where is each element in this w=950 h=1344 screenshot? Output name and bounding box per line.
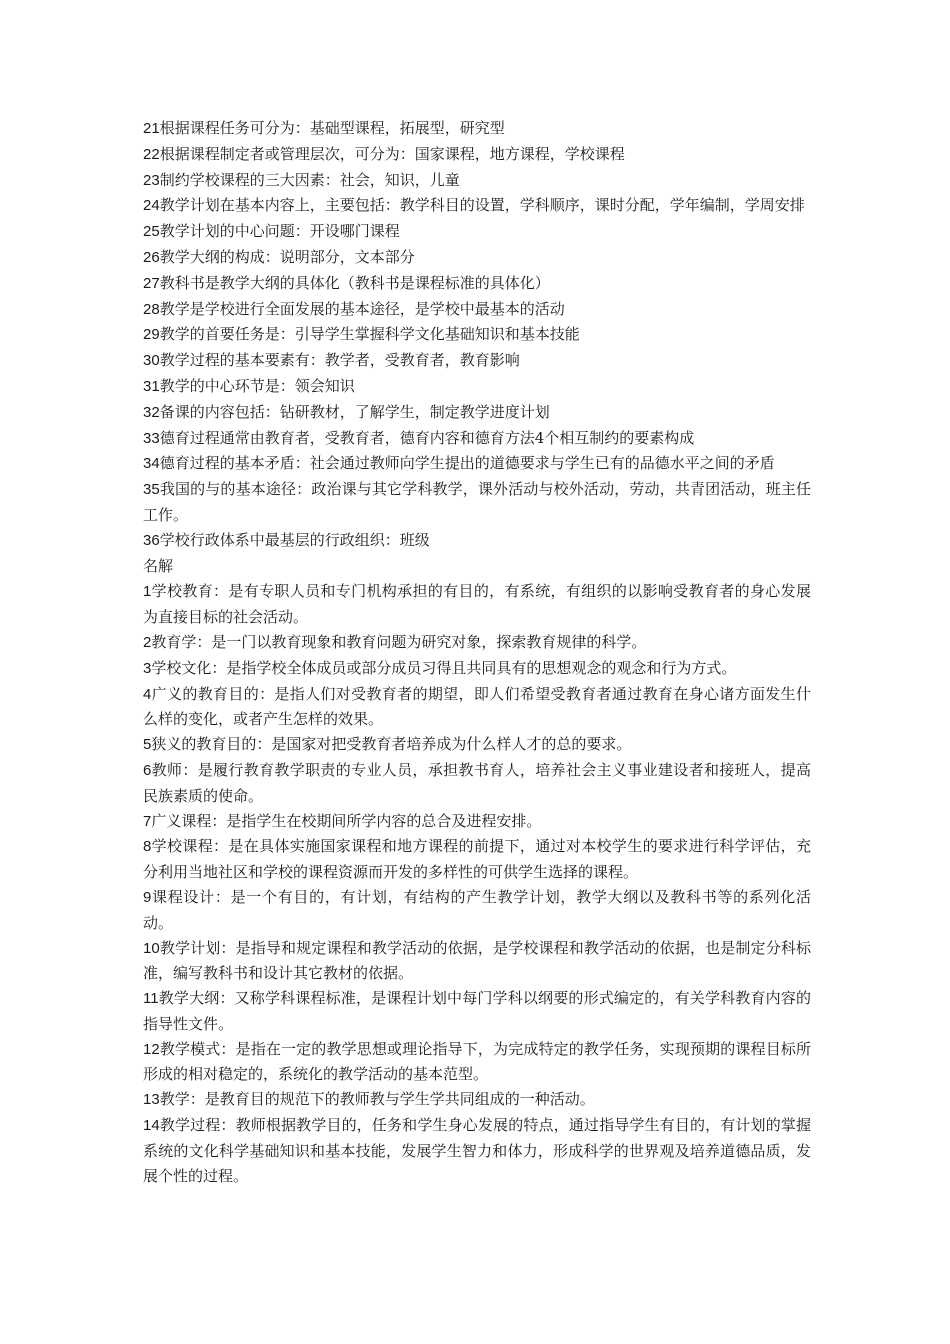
item-text: 广义的教育目的：是指人们对受教育者的期望，即人们希望受教育者通过教育在身心诸方面发生什么样的变化，或者产生怎样的效果。 [143,684,811,729]
text-line [143,400,811,426]
item-text: 学校行政体系中最基层的行政组织：班级 [159,530,430,549]
text-line [143,732,811,758]
item-number: 25 [143,223,160,241]
item-number: 2 [143,633,152,651]
item-text: 教育学：是一门以教育现象和教育问题为研究对象，探索教育规律的科学。 [151,632,647,651]
text-line [143,758,811,809]
item-text: 狭义的教育目的：是国家对把受教育者培养成为什么样人才的总的要求。 [151,735,632,754]
item-text: 教学过程的基本要素有：教学者，受教育者，教育影响 [159,351,520,370]
text-line [143,1113,811,1188]
item-number: 8 [143,838,152,856]
item-text: 教学是学校进行全面发展的基本途径，是学校中最基本的活动 [159,299,565,318]
item-number: 10 [143,939,160,957]
item-number: 9 [143,888,152,906]
item-number: 12 [143,1040,160,1058]
item-text: 教学模式：是指在一定的教学思想或理论指导下，为完成特定的教学任务，实现预期的课程目标所形成的相对稳定的，系统化的教学活动的基本范型。 [143,1039,811,1084]
item-text: 教学过程：教师根据教学目的，任务和学生身心发展的特点，通过指导学生有目的，有计划的掌握系统的文化科学基础知识和基本技能，发展学生智力和体力，形成科学的世界观及培养道德品质，发展个性的过程。 [143,1116,811,1185]
item-number: 3 [143,659,152,677]
item-number: 5 [143,736,152,754]
item-number: 35 [143,481,160,499]
item-number: 11 [143,990,159,1008]
item-number: 26 [143,248,160,266]
item-text: 根据课程制定者或管理层次，可分为：国家课程，地方课程，学校课程 [159,144,625,163]
item-number: 23 [143,171,160,189]
text-line [143,348,811,374]
text-line [143,809,811,835]
text-line [143,477,811,528]
item-number: 34 [143,455,160,473]
text-line [143,656,811,682]
text-line [143,374,811,400]
item-text: 学校教育：是有专职人员和专门机构承担的有目的，有系统，有组织的以影响受教育者的身心发展为直接目标的社会活动。 [143,582,811,627]
item-number: 13 [143,1091,160,1109]
item-text: 教学的首要任务是：引导学生掌握科学文化基础知识和基本技能 [159,325,580,344]
text-line [143,451,811,477]
text-line [143,630,811,656]
item-number: 7 [143,812,152,830]
item-number: 22 [143,145,160,163]
text-line [143,682,811,733]
text-line [143,986,811,1037]
item-text: 教学的中心环节是：领会知识 [159,376,355,395]
item-number: 14 [143,1117,160,1135]
item-text: 我国的与的基本途径：政治课与其它学科教学，课外活动与校外活动，劳动，共青团活动，班主任工作。 [143,480,811,524]
text-line [143,1037,811,1088]
document-body [143,116,811,1188]
item-text: 教学计划：是指导和规定课程和教学活动的依据，是学校课程和教学活动的依据，也是制定分科标准，编写教科书和设计其它教材的依据。 [143,938,811,983]
text-line [143,142,811,168]
item-number: 27 [143,274,160,292]
item-text: 德育过程通常由教育者，受教育者，德育内容和德育方法4个相互制约的要素构成 [159,428,695,447]
text-line [143,1087,811,1113]
text-line [143,271,811,297]
item-number: 32 [143,403,160,421]
item-number: 6 [143,761,152,779]
text-line [143,193,811,219]
item-text: 学校课程：是在具体实施国家课程和地方课程的前提下，通过对本校学生的要求进行科学评估，充分利用当地社区和学校的课程资源而开发的多样性的可供学生选择的课程。 [143,837,811,882]
item-text: 教学计划的中心问题：开设哪门课程 [159,222,400,241]
item-number: 21 [143,120,160,137]
item-text: 制约学校课程的三大因素：社会，知识，儿童 [159,170,460,189]
item-number: 24 [143,197,160,215]
item-number: 36 [143,531,160,549]
item-number: 30 [143,352,160,370]
item-text: 备课的内容包括：钻研教材，了解学生，制定教学进度计划 [159,402,550,421]
item-text: 德育过程的基本矛盾：社会通过教师向学生提出的道德要求与学生已有的品德水平之间的矛盾 [159,454,775,473]
text-line [143,885,811,936]
text-line [143,297,811,323]
text-line [143,219,811,245]
item-number: 1 [143,583,152,601]
text-line [143,834,811,885]
item-number: 28 [143,300,160,318]
item-text: 课程设计：是一个有目的，有计划，有结构的产生教学计划，教学大纲以及教科书等的系列化活动。 [143,887,811,932]
item-number: 33 [143,429,160,447]
item-text: 名解 [143,556,174,575]
text-line [143,554,811,580]
item-text: 教科书是教学大纲的具体化（教科书是课程标准的具体化） [159,273,550,292]
item-number: 4 [143,685,152,703]
item-text: 教师：是履行教育教学职责的专业人员，承担教书育人，培养社会主义事业建设者和接班人，提高民族素质的使命。 [143,760,811,805]
item-text: 教学：是教育目的规范下的教师教与学生学共同组成的一种活动。 [159,1090,595,1109]
item-text: 广义课程：是指学生在校期间所学内容的总合及进程安排。 [151,811,542,830]
item-text: 教学大纲的构成：说明部分，文本部分 [159,247,415,266]
text-line [143,528,811,554]
text-line [143,322,811,348]
item-text: 学校文化：是指学校全体成员或部分成员习得且共同具有的思想观念的观念和行为方式。 [151,658,737,677]
text-line [143,426,811,452]
item-text: 根据课程任务可分为：基础型课程，拓展型，研究型 [159,119,505,137]
text-line [143,168,811,194]
text-line [143,116,811,142]
text-line [143,245,811,271]
item-text: 教学计划在基本内容上，主要包括：教学科目的设置，学科顺序，课时分配，学年编制，学周安排 [159,196,805,215]
text-line [143,579,811,630]
item-number: 29 [143,326,160,344]
text-line [143,936,811,987]
item-text: 教学大纲：又称学科课程标准，是课程计划中每门学科以纲要的形式编定的，有关学科教育内容的指导性文件。 [143,989,811,1033]
item-number: 31 [143,377,160,395]
